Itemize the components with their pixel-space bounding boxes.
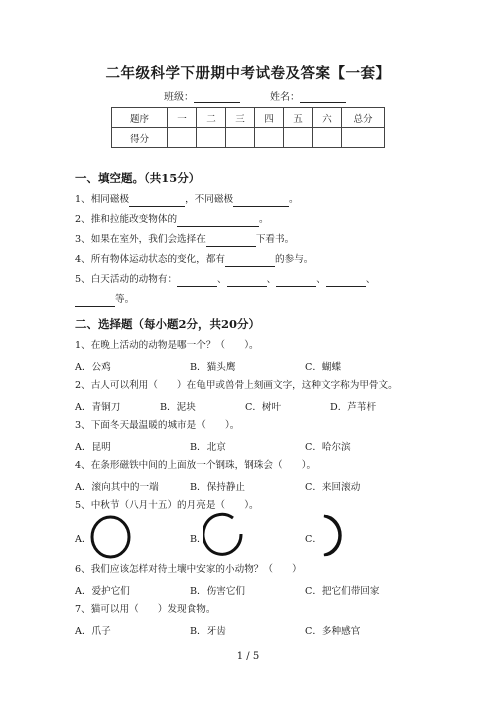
option-b: B．伤害它们	[190, 586, 246, 597]
answer-blank	[129, 196, 185, 207]
name-label: 姓名：	[270, 92, 300, 103]
score-table	[111, 107, 385, 148]
full-moon-circle-icon	[89, 514, 133, 560]
answer-blank	[206, 236, 256, 247]
option-d: D．芦苇杆	[330, 402, 377, 413]
choice-question-7: 7、猫可以用（ ）发现食物。	[75, 604, 216, 615]
answer-blank	[225, 256, 275, 267]
option-c: C．蝴蝶	[305, 362, 342, 373]
q-text: 1、相同磁极	[75, 194, 130, 205]
option-c: C．	[305, 534, 322, 545]
separator: 、	[217, 274, 227, 285]
score-header-cell: 题序	[112, 108, 168, 128]
separator: 、	[365, 274, 376, 285]
choice-question-5: 5、中秋节（八月十五）的月亮是（ ）。	[75, 500, 259, 511]
fill-question-5	[75, 273, 375, 287]
score-cell	[226, 128, 255, 148]
section2-heading: 二、选择题（每小题2分，共20分）	[75, 317, 261, 331]
option-a: A．滚向其中的一端	[75, 482, 159, 493]
option-b: B．北京	[190, 442, 226, 453]
class-blank	[194, 91, 240, 103]
option-a: A．昆明	[75, 442, 111, 453]
score-cell	[284, 128, 313, 148]
answer-blank	[177, 276, 217, 287]
q-text: 。	[259, 214, 269, 225]
choice-question-6: 6、我们应该怎样对待土壤中安家的小动物？（ ）	[75, 564, 302, 575]
score-cell	[255, 128, 284, 148]
partial-circle-moon-icon	[203, 512, 247, 558]
option-a: A．爱护它们	[75, 586, 130, 597]
answer-blank	[177, 216, 259, 227]
fill-question-2	[75, 213, 269, 227]
option-b: B．泥块	[160, 402, 196, 413]
choice-question-1: 1、在晚上活动的动物是哪一个？（ ）。	[75, 340, 259, 351]
option-b: B．	[190, 534, 207, 545]
option-a: A．爪子	[75, 626, 111, 637]
separator: 、	[316, 274, 326, 285]
option-a: A．青铜刀	[75, 402, 121, 413]
option-b: B．保持静止	[190, 482, 246, 493]
class-label: 班级：	[164, 92, 194, 103]
q-text: 3、如果在室外，我们会选择在	[75, 234, 206, 245]
choice-question-4: 4、在条形磁铁中间的上面放一个钢珠，钢珠会（ ）。	[75, 460, 317, 471]
fill-question-4	[75, 253, 313, 267]
q-text: 2、推和拉能改变物体的	[75, 214, 178, 225]
score-header-cell: 一	[168, 108, 197, 128]
score-header-cell: 四	[255, 108, 284, 128]
class-field	[164, 88, 240, 103]
fill-question-3	[75, 233, 294, 247]
answer-blank	[276, 276, 316, 287]
q-text: 下看书。	[255, 234, 295, 245]
score-header-cell: 三	[226, 108, 255, 128]
fill-question-5-cont	[75, 293, 134, 307]
answer-blank	[227, 276, 267, 287]
answer-blank	[326, 276, 366, 287]
score-table-row	[112, 128, 385, 148]
separator: 、	[266, 274, 277, 285]
name-field	[270, 88, 346, 103]
name-blank	[300, 91, 346, 103]
score-row-label: 得分	[112, 128, 168, 148]
option-c: C．树叶	[245, 402, 282, 413]
answer-blank	[75, 296, 115, 307]
option-c: C．来回滚动	[305, 482, 361, 493]
answer-blank	[233, 196, 289, 207]
score-table-header-row	[112, 108, 385, 128]
option-c: C．把它们带回家	[305, 586, 380, 597]
option-b: B．猫头鹰	[190, 362, 236, 373]
score-cell	[342, 128, 385, 148]
score-cell	[197, 128, 226, 148]
page-title: 二年级科学下册期中考试卷及答案【一套】	[105, 65, 391, 82]
option-c: C．多种感官	[305, 626, 361, 637]
score-header-cell: 六	[313, 108, 342, 128]
q-text: 。	[289, 194, 299, 205]
option-b: B．牙齿	[190, 626, 226, 637]
q-text: 5、白天活动的动物有：	[75, 274, 178, 285]
choice-question-2: 2、古人可以利用（ ）在龟甲或兽骨上刻画文字，这种文字称为甲骨文。	[75, 380, 398, 391]
score-header-cell: 五	[284, 108, 313, 128]
crescent-moon-icon	[318, 512, 354, 558]
score-cell	[168, 128, 197, 148]
q-text: ，不同磁极	[185, 194, 234, 205]
fill-question-1	[75, 193, 299, 207]
choice-question-3: 3、下面冬天最温暖的城市是（ ）。	[75, 420, 240, 431]
option-a: A．公鸡	[75, 362, 111, 373]
q-text: 的参与。	[275, 254, 314, 265]
q-text: 等。	[115, 294, 135, 305]
score-header-cell: 总分	[342, 108, 385, 128]
score-cell	[313, 128, 342, 148]
page-number: 1 / 5	[236, 651, 260, 662]
option-a: A．	[75, 534, 92, 545]
option-c: C．哈尔滨	[305, 442, 351, 453]
q-text: 4、所有物体运动状态的变化，都有	[75, 254, 226, 265]
score-header-cell: 二	[197, 108, 226, 128]
section1-heading: 一、填空题。（共15分）	[75, 171, 201, 185]
